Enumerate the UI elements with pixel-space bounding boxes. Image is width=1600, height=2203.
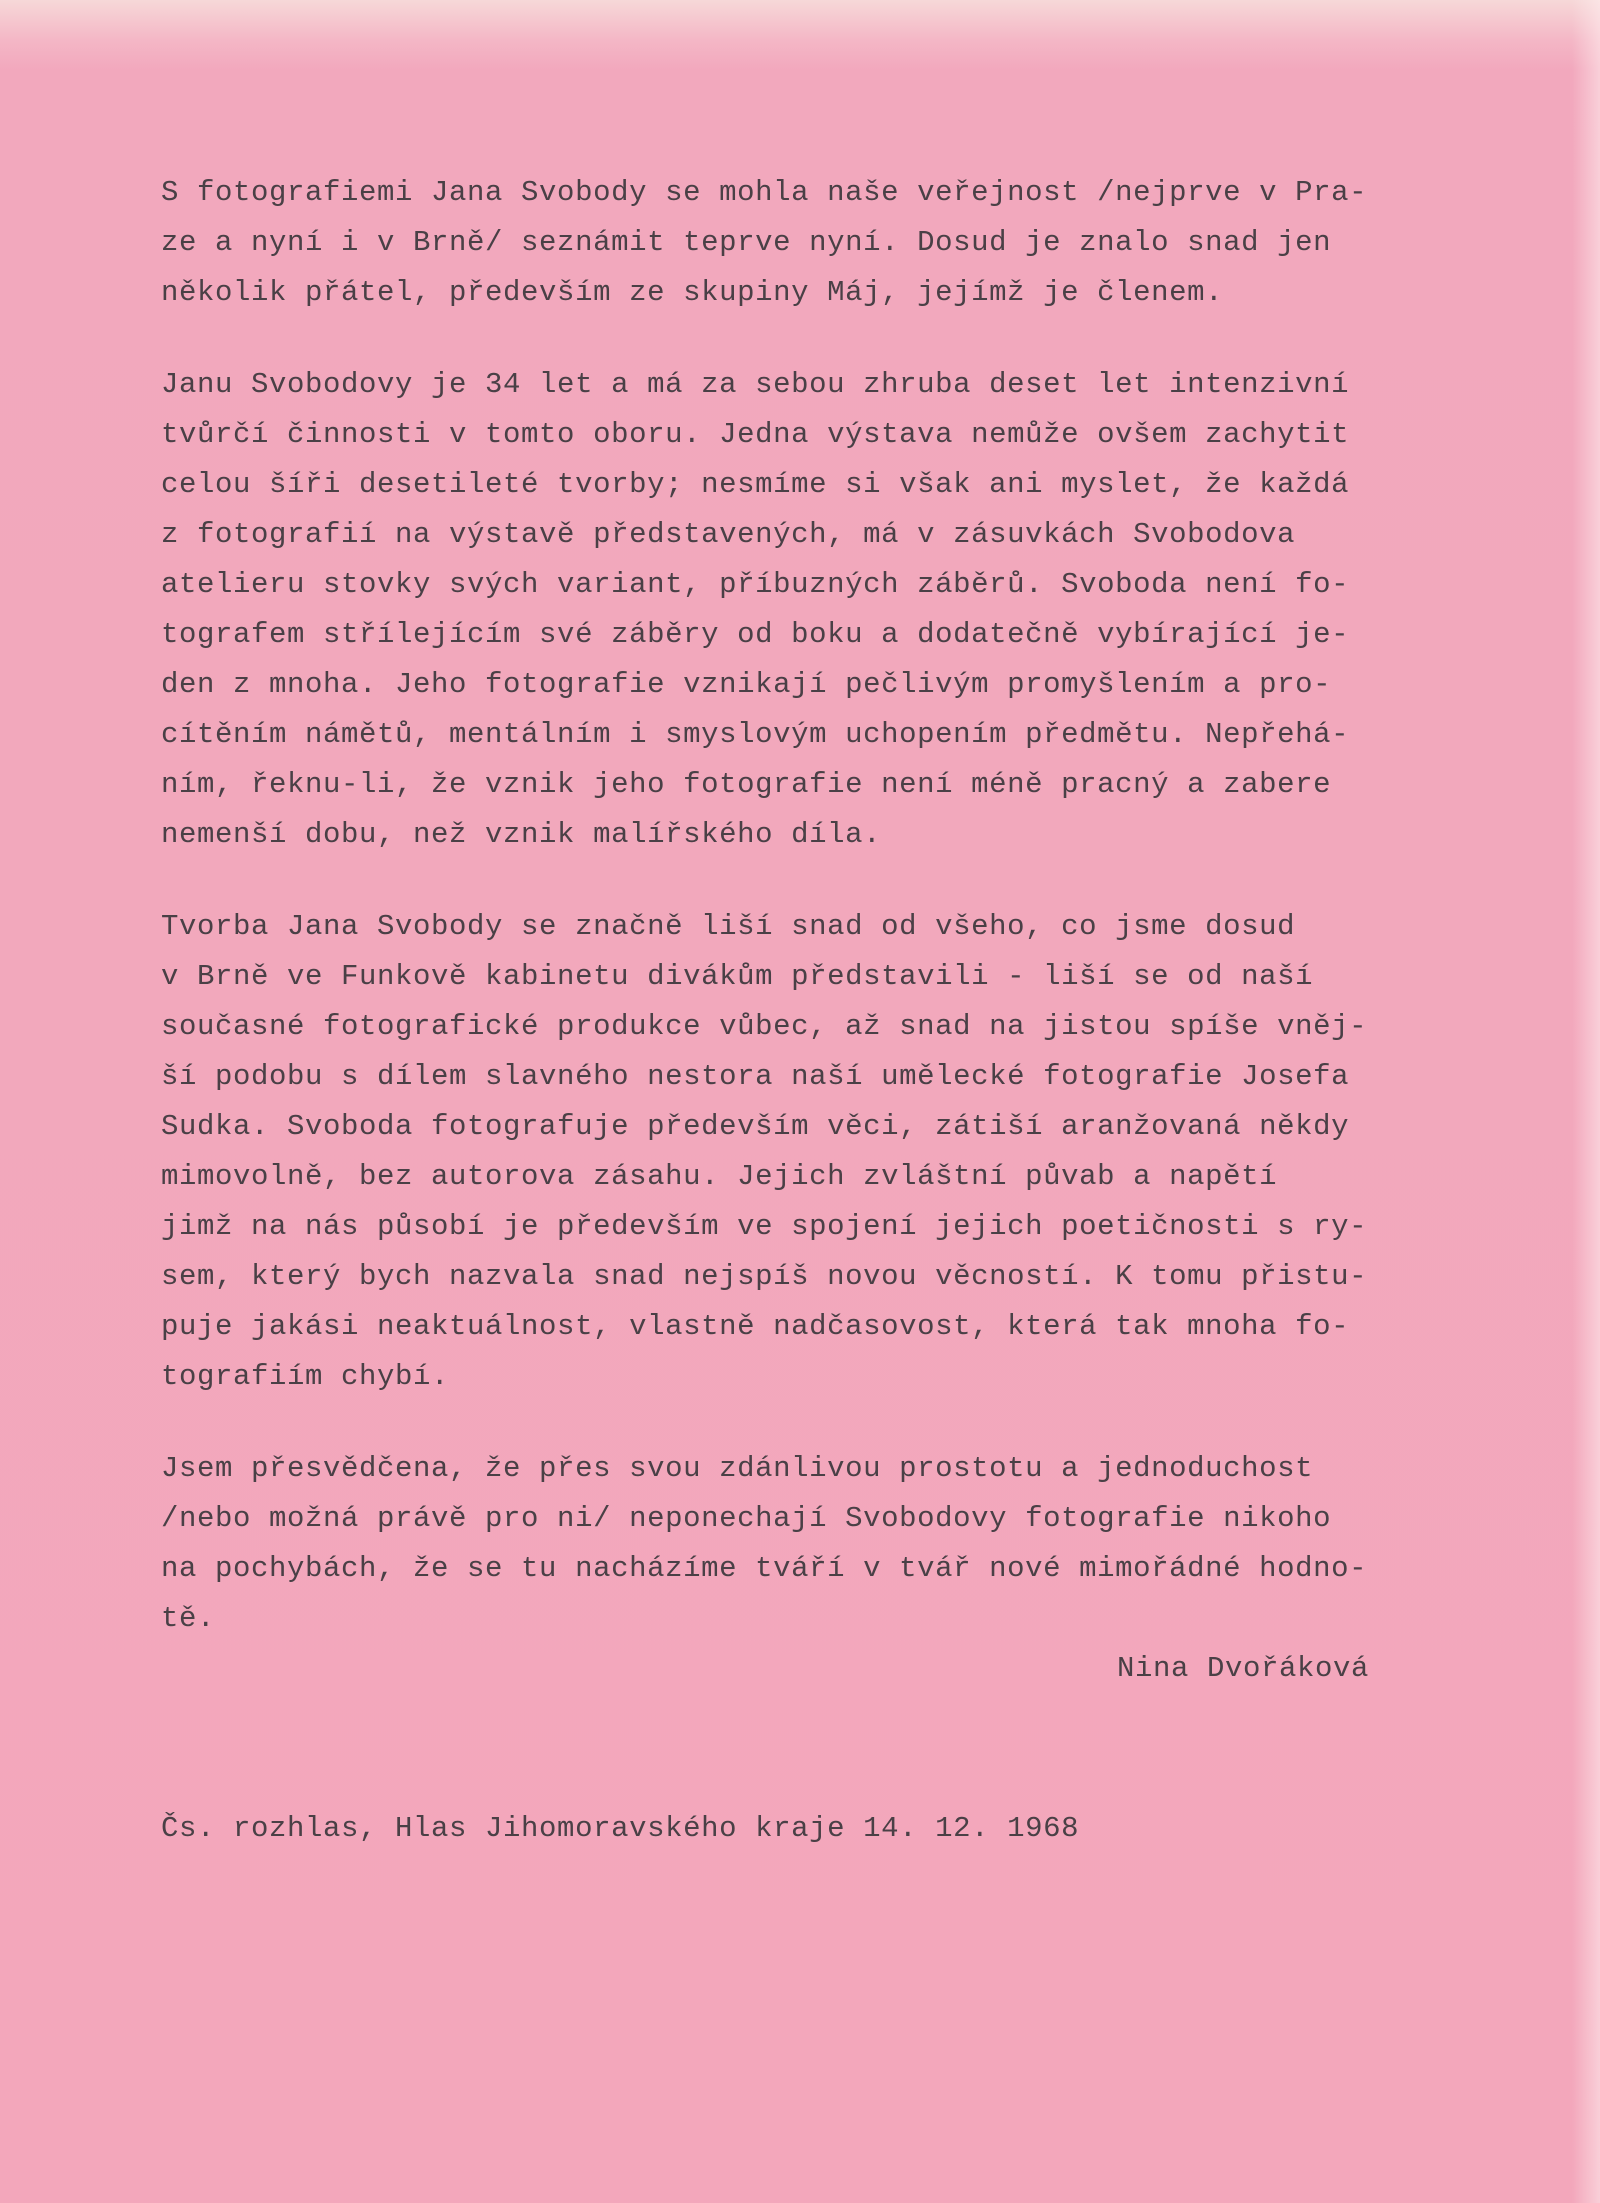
- text-line: cítěním námětů, mentálním i smyslovým uchopením předmětu. Nepřehá-: [161, 718, 1350, 751]
- paragraph-gap: [161, 1402, 1541, 1444]
- text-line: tě.: [161, 1602, 216, 1635]
- text-line: den z mnoha. Jeho fotografie vznikají pečlivým promyšlením a pro-: [161, 668, 1332, 701]
- text-line: z fotografií na výstavě představených, má v zásuvkách Svobodova: [161, 518, 1296, 551]
- text-line: atelieru stovky svých variant, příbuzných záběrů. Svoboda není fo-: [161, 568, 1350, 601]
- paragraph-1: [161, 168, 1541, 318]
- paragraph-gap: [161, 860, 1541, 902]
- document-body: [161, 168, 1541, 1854]
- text-line: celou šíři desetileté tvorby; nesmíme si však ani myslet, že každá: [161, 468, 1350, 501]
- text-line: Janu Svobodovy je 34 let a má za sebou zhruba deset let intenzivní: [161, 368, 1350, 401]
- text-line: na pochybách, že se tu nacházíme tváří v tvář nové mimořádné hodno-: [161, 1552, 1368, 1585]
- text-line: v Brně ve Funkově kabinetu divákům představili - liší se od naší: [161, 960, 1314, 993]
- text-line: nemenší dobu, než vznik malířského díla.: [161, 818, 882, 851]
- text-line: Tvorba Jana Svobody se značně liší snad od všeho, co jsme dosud: [161, 910, 1296, 943]
- text-line: tografiím chybí.: [161, 1360, 450, 1393]
- text-line: Sudka. Svoboda fotografuje především věci, zátiší aranžovaná někdy: [161, 1110, 1350, 1143]
- text-line: několik přátel, především ze skupiny Máj, jejímž je členem.: [161, 276, 1224, 309]
- text-line: puje jakási neaktuálnost, vlastně nadčasovost, která tak mnoha fo-: [161, 1310, 1350, 1343]
- signature: Nina Dvořáková: [1117, 1652, 1370, 1685]
- paragraph-2: [161, 360, 1541, 860]
- text-line: Jsem přesvědčena, že přes svou zdánlivou prostotu a jednoduchost: [161, 1452, 1314, 1485]
- text-line: ze a nyní i v Brně/ seznámit teprve nyní. Dosud je znalo snad jen: [161, 226, 1332, 259]
- text-line: tografem střílejícím své záběry od boku a dodatečně vybírající je-: [161, 618, 1350, 651]
- text-line: /nebo možná právě pro ni/ neponechají Svobodovy fotografie nikoho: [161, 1502, 1332, 1535]
- text-line: ší podobu s dílem slavného nestora naší umělecké fotografie Josefa: [161, 1060, 1350, 1093]
- text-line: jimž na nás působí je především ve spojení jejich poetičnosti s ry-: [161, 1210, 1368, 1243]
- text-line: tvůrčí činnosti v tomto oboru. Jedna výstava nemůže ovšem zachytit: [161, 418, 1350, 451]
- paragraph-gap: [161, 318, 1541, 360]
- text-line: mimovolně, bez autorova zásahu. Jejich zvláštní půvab a napětí: [161, 1160, 1278, 1193]
- text-line: S fotografiemi Jana Svobody se mohla naše veřejnost /nejprve v Pra-: [161, 176, 1368, 209]
- text-line: sem, který bych nazvala snad nejspíš novou věcností. K tomu přistu-: [161, 1260, 1368, 1293]
- paragraph-3: [161, 902, 1541, 1402]
- paper-edge: [1572, 0, 1600, 2203]
- text-line: současné fotografické produkce vůbec, až snad na jistou spíše vněj-: [161, 1010, 1368, 1043]
- source-citation: Čs. rozhlas, Hlas Jihomoravského kraje 14. 12. 1968: [161, 1812, 1080, 1845]
- text-line: ním, řeknu-li, že vznik jeho fotografie není méně pracný a zabere: [161, 768, 1332, 801]
- signature-gap: [161, 1694, 1541, 1804]
- paragraph-4: [161, 1444, 1541, 1644]
